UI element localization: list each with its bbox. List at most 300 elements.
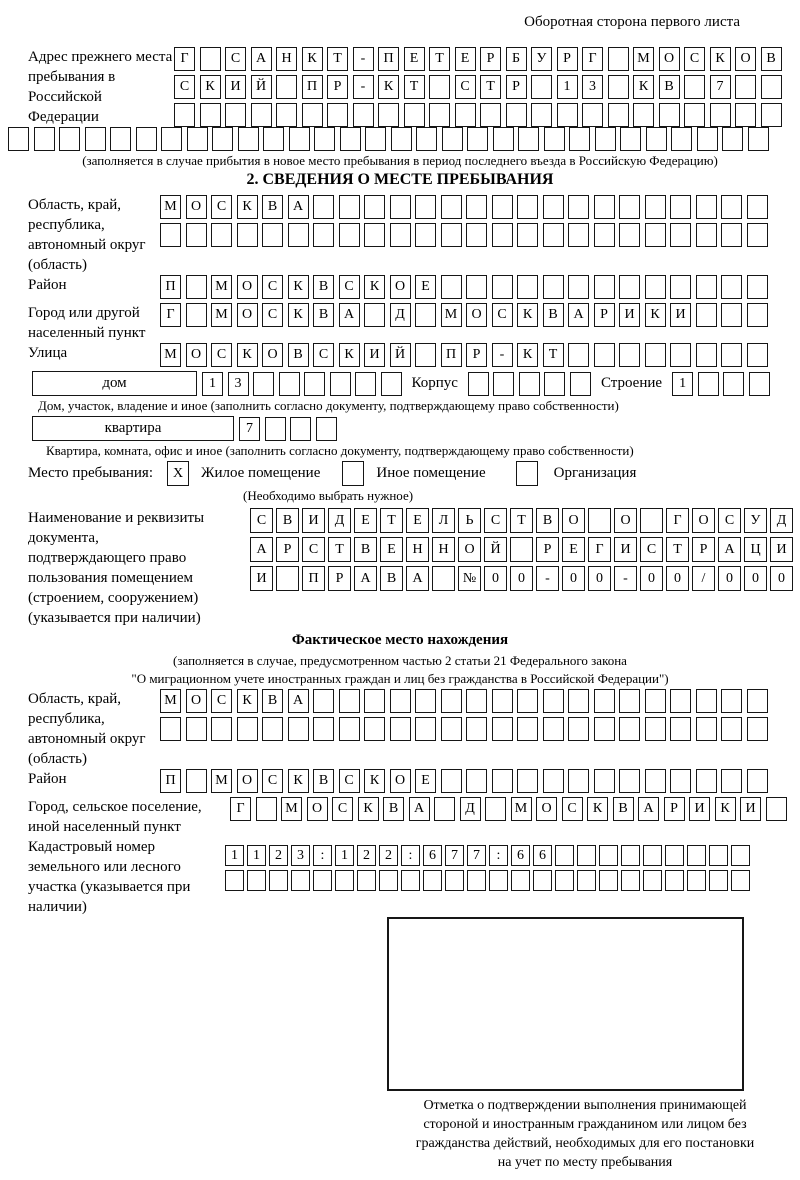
char-box[interactable]: 7 bbox=[467, 845, 486, 866]
char-box[interactable]: Т bbox=[480, 75, 501, 99]
char-box[interactable]: В bbox=[262, 195, 283, 219]
char-box[interactable] bbox=[643, 870, 662, 891]
char-box[interactable]: К bbox=[200, 75, 221, 99]
char-box[interactable] bbox=[568, 769, 589, 793]
char-box[interactable] bbox=[721, 717, 742, 741]
char-box[interactable] bbox=[390, 223, 411, 247]
char-box[interactable] bbox=[517, 195, 538, 219]
char-box[interactable] bbox=[441, 769, 462, 793]
char-box[interactable] bbox=[645, 689, 666, 713]
char-box[interactable] bbox=[696, 275, 717, 299]
char-box[interactable]: Р bbox=[557, 47, 578, 71]
char-box[interactable] bbox=[364, 717, 385, 741]
char-box[interactable] bbox=[225, 870, 244, 891]
char-box[interactable] bbox=[517, 689, 538, 713]
char-box[interactable]: С bbox=[339, 275, 360, 299]
char-box[interactable]: 7 bbox=[710, 75, 731, 99]
char-box[interactable] bbox=[594, 275, 615, 299]
char-box[interactable]: Г bbox=[160, 303, 181, 327]
char-box[interactable]: И bbox=[364, 343, 385, 367]
char-box[interactable] bbox=[313, 223, 334, 247]
char-box[interactable] bbox=[110, 127, 131, 151]
char-box[interactable] bbox=[577, 845, 596, 866]
char-box[interactable] bbox=[643, 845, 662, 866]
char-box[interactable] bbox=[466, 717, 487, 741]
char-box[interactable]: К bbox=[237, 195, 258, 219]
char-box[interactable] bbox=[696, 303, 717, 327]
char-box[interactable]: У bbox=[744, 508, 767, 533]
char-box[interactable]: Н bbox=[406, 537, 429, 562]
char-box[interactable] bbox=[761, 75, 782, 99]
char-box[interactable] bbox=[186, 275, 207, 299]
char-box[interactable]: А bbox=[250, 537, 273, 562]
char-box[interactable] bbox=[364, 223, 385, 247]
char-box[interactable] bbox=[186, 303, 207, 327]
char-box[interactable]: С bbox=[302, 537, 325, 562]
char-box[interactable]: М bbox=[511, 797, 532, 821]
char-box[interactable]: С bbox=[174, 75, 195, 99]
char-box[interactable] bbox=[747, 343, 768, 367]
char-box[interactable] bbox=[262, 223, 283, 247]
char-box[interactable]: Р bbox=[466, 343, 487, 367]
char-box[interactable] bbox=[313, 689, 334, 713]
char-box[interactable]: А bbox=[409, 797, 430, 821]
char-box[interactable]: О bbox=[692, 508, 715, 533]
char-box[interactable]: Ц bbox=[744, 537, 767, 562]
char-box[interactable] bbox=[684, 75, 705, 99]
char-box[interactable] bbox=[620, 127, 641, 151]
char-box[interactable]: Н bbox=[276, 47, 297, 71]
char-box[interactable]: В bbox=[383, 797, 404, 821]
char-box[interactable] bbox=[696, 689, 717, 713]
char-box[interactable] bbox=[313, 870, 332, 891]
char-box[interactable]: П bbox=[378, 47, 399, 71]
char-box[interactable]: И bbox=[619, 303, 640, 327]
char-box[interactable]: Л bbox=[432, 508, 455, 533]
char-box[interactable] bbox=[543, 195, 564, 219]
char-box[interactable]: Р bbox=[536, 537, 559, 562]
char-box[interactable]: 1 bbox=[225, 845, 244, 866]
char-box[interactable]: К bbox=[364, 769, 385, 793]
char-box[interactable] bbox=[747, 195, 768, 219]
char-box[interactable]: М bbox=[281, 797, 302, 821]
char-box[interactable] bbox=[263, 127, 284, 151]
char-box[interactable] bbox=[619, 689, 640, 713]
char-box[interactable] bbox=[434, 797, 455, 821]
char-box[interactable]: / bbox=[692, 566, 715, 591]
char-box[interactable] bbox=[687, 845, 706, 866]
char-box[interactable] bbox=[441, 223, 462, 247]
char-box[interactable] bbox=[619, 717, 640, 741]
char-box[interactable] bbox=[696, 343, 717, 367]
char-box[interactable]: И bbox=[225, 75, 246, 99]
char-box[interactable] bbox=[709, 870, 728, 891]
char-box[interactable]: Г bbox=[582, 47, 603, 71]
char-box[interactable]: В bbox=[659, 75, 680, 99]
char-box[interactable]: С bbox=[718, 508, 741, 533]
char-box[interactable] bbox=[696, 223, 717, 247]
char-box[interactable]: П bbox=[160, 769, 181, 793]
char-box[interactable]: Д bbox=[770, 508, 793, 533]
char-box[interactable] bbox=[569, 127, 590, 151]
char-box[interactable]: : bbox=[313, 845, 332, 866]
char-box[interactable]: П bbox=[441, 343, 462, 367]
char-box[interactable]: 1 bbox=[247, 845, 266, 866]
char-box[interactable] bbox=[670, 223, 691, 247]
char-box[interactable] bbox=[721, 275, 742, 299]
char-box[interactable]: А bbox=[354, 566, 377, 591]
char-box[interactable]: У bbox=[531, 47, 552, 71]
char-box[interactable]: М bbox=[211, 275, 232, 299]
char-box[interactable] bbox=[467, 127, 488, 151]
char-box[interactable]: - bbox=[353, 75, 374, 99]
char-box[interactable] bbox=[466, 223, 487, 247]
char-box[interactable]: А bbox=[406, 566, 429, 591]
char-box[interactable]: М bbox=[633, 47, 654, 71]
char-box[interactable]: 0 bbox=[666, 566, 689, 591]
char-box[interactable] bbox=[339, 717, 360, 741]
char-box[interactable] bbox=[429, 75, 450, 99]
char-box[interactable] bbox=[262, 717, 283, 741]
char-box[interactable] bbox=[619, 275, 640, 299]
char-box[interactable] bbox=[621, 845, 640, 866]
char-box[interactable]: 6 bbox=[533, 845, 552, 866]
char-box[interactable] bbox=[288, 717, 309, 741]
char-box[interactable] bbox=[186, 769, 207, 793]
char-box[interactable]: В bbox=[536, 508, 559, 533]
char-box[interactable] bbox=[468, 372, 489, 396]
char-box[interactable] bbox=[466, 275, 487, 299]
char-box[interactable] bbox=[493, 127, 514, 151]
char-box[interactable] bbox=[279, 372, 300, 396]
char-box[interactable]: М bbox=[441, 303, 462, 327]
char-box[interactable]: О bbox=[614, 508, 637, 533]
char-box[interactable] bbox=[480, 103, 501, 127]
char-box[interactable] bbox=[441, 717, 462, 741]
char-box[interactable] bbox=[670, 717, 691, 741]
char-box[interactable]: А bbox=[718, 537, 741, 562]
char-box[interactable] bbox=[276, 75, 297, 99]
char-box[interactable] bbox=[415, 343, 436, 367]
char-box[interactable] bbox=[747, 223, 768, 247]
char-box[interactable] bbox=[339, 689, 360, 713]
char-box[interactable]: В bbox=[313, 303, 334, 327]
checkbox-organizatsiya[interactable] bbox=[516, 461, 538, 486]
char-box[interactable] bbox=[670, 689, 691, 713]
char-box[interactable] bbox=[633, 103, 654, 127]
char-box[interactable]: И bbox=[689, 797, 710, 821]
char-box[interactable]: К bbox=[517, 343, 538, 367]
char-box[interactable]: С bbox=[492, 303, 513, 327]
char-box[interactable]: П bbox=[160, 275, 181, 299]
char-box[interactable] bbox=[697, 127, 718, 151]
char-box[interactable] bbox=[670, 343, 691, 367]
char-box[interactable] bbox=[423, 870, 442, 891]
char-box[interactable] bbox=[330, 372, 351, 396]
char-box[interactable] bbox=[709, 845, 728, 866]
char-box[interactable]: Б bbox=[506, 47, 527, 71]
char-box[interactable] bbox=[659, 103, 680, 127]
char-box[interactable]: 0 bbox=[562, 566, 585, 591]
char-box[interactable]: Р bbox=[327, 75, 348, 99]
char-box[interactable]: О bbox=[237, 303, 258, 327]
char-box[interactable] bbox=[568, 343, 589, 367]
char-box[interactable] bbox=[161, 127, 182, 151]
char-box[interactable] bbox=[265, 417, 286, 441]
char-box[interactable]: 0 bbox=[588, 566, 611, 591]
char-box[interactable] bbox=[646, 127, 667, 151]
char-box[interactable] bbox=[582, 103, 603, 127]
char-box[interactable] bbox=[357, 870, 376, 891]
char-box[interactable]: М bbox=[211, 769, 232, 793]
char-box[interactable] bbox=[517, 275, 538, 299]
char-box[interactable]: О bbox=[659, 47, 680, 71]
char-box[interactable]: В bbox=[380, 566, 403, 591]
char-box[interactable] bbox=[721, 343, 742, 367]
char-box[interactable] bbox=[304, 372, 325, 396]
char-box[interactable]: О bbox=[237, 769, 258, 793]
char-box[interactable]: - bbox=[492, 343, 513, 367]
char-box[interactable]: М bbox=[211, 303, 232, 327]
char-box[interactable]: 1 bbox=[672, 372, 693, 396]
char-box[interactable] bbox=[735, 75, 756, 99]
char-box[interactable] bbox=[466, 195, 487, 219]
char-box[interactable]: Н bbox=[432, 537, 455, 562]
char-box[interactable] bbox=[340, 127, 361, 151]
char-box[interactable]: Г bbox=[230, 797, 251, 821]
char-box[interactable] bbox=[544, 372, 565, 396]
char-box[interactable]: К bbox=[339, 343, 360, 367]
char-box[interactable]: : bbox=[489, 845, 508, 866]
char-box[interactable]: О bbox=[390, 769, 411, 793]
char-box[interactable]: В bbox=[288, 343, 309, 367]
char-box[interactable]: Д bbox=[328, 508, 351, 533]
char-box[interactable] bbox=[186, 223, 207, 247]
char-box[interactable] bbox=[594, 717, 615, 741]
char-box[interactable]: К bbox=[288, 769, 309, 793]
char-box[interactable] bbox=[339, 223, 360, 247]
char-box[interactable]: 3 bbox=[228, 372, 249, 396]
char-box[interactable] bbox=[721, 223, 742, 247]
char-box[interactable] bbox=[531, 103, 552, 127]
char-box[interactable] bbox=[288, 223, 309, 247]
char-box[interactable] bbox=[379, 870, 398, 891]
char-box[interactable]: К bbox=[237, 343, 258, 367]
char-box[interactable]: - bbox=[614, 566, 637, 591]
char-box[interactable] bbox=[731, 845, 750, 866]
char-box[interactable]: С bbox=[339, 769, 360, 793]
char-box[interactable]: 0 bbox=[510, 566, 533, 591]
char-box[interactable]: 2 bbox=[357, 845, 376, 866]
char-box[interactable] bbox=[544, 127, 565, 151]
char-box[interactable] bbox=[432, 566, 455, 591]
checkbox-zhiloe[interactable]: X bbox=[167, 461, 189, 486]
char-box[interactable] bbox=[212, 127, 233, 151]
char-box[interactable]: К bbox=[288, 303, 309, 327]
char-box[interactable] bbox=[670, 769, 691, 793]
char-box[interactable] bbox=[429, 103, 450, 127]
char-box[interactable] bbox=[390, 195, 411, 219]
char-box[interactable] bbox=[568, 275, 589, 299]
char-box[interactable] bbox=[543, 717, 564, 741]
char-box[interactable] bbox=[599, 870, 618, 891]
char-box[interactable] bbox=[723, 372, 744, 396]
char-box[interactable] bbox=[761, 103, 782, 127]
char-box[interactable] bbox=[492, 275, 513, 299]
char-box[interactable] bbox=[339, 195, 360, 219]
char-box[interactable] bbox=[619, 223, 640, 247]
char-box[interactable]: В bbox=[354, 537, 377, 562]
char-box[interactable] bbox=[247, 870, 266, 891]
char-box[interactable] bbox=[493, 372, 514, 396]
char-box[interactable] bbox=[543, 275, 564, 299]
char-box[interactable]: 3 bbox=[291, 845, 310, 866]
char-box[interactable]: С bbox=[332, 797, 353, 821]
char-box[interactable] bbox=[519, 372, 540, 396]
char-box[interactable] bbox=[174, 103, 195, 127]
char-box[interactable]: А bbox=[288, 689, 309, 713]
char-box[interactable] bbox=[747, 689, 768, 713]
char-box[interactable] bbox=[492, 769, 513, 793]
char-box[interactable]: 1 bbox=[202, 372, 223, 396]
char-box[interactable] bbox=[588, 508, 611, 533]
char-box[interactable] bbox=[256, 797, 277, 821]
char-box[interactable]: Р bbox=[692, 537, 715, 562]
char-box[interactable] bbox=[747, 303, 768, 327]
char-box[interactable] bbox=[237, 717, 258, 741]
char-box[interactable]: № bbox=[458, 566, 481, 591]
char-box[interactable]: П bbox=[302, 566, 325, 591]
char-box[interactable] bbox=[568, 223, 589, 247]
char-box[interactable] bbox=[441, 275, 462, 299]
char-box[interactable] bbox=[237, 223, 258, 247]
char-box[interactable] bbox=[492, 717, 513, 741]
char-box[interactable] bbox=[186, 717, 207, 741]
char-box[interactable]: 6 bbox=[423, 845, 442, 866]
char-box[interactable] bbox=[543, 769, 564, 793]
char-box[interactable]: О bbox=[466, 303, 487, 327]
char-box[interactable] bbox=[314, 127, 335, 151]
char-box[interactable]: 2 bbox=[379, 845, 398, 866]
char-box[interactable]: Г bbox=[588, 537, 611, 562]
char-box[interactable] bbox=[211, 223, 232, 247]
char-box[interactable] bbox=[415, 303, 436, 327]
char-box[interactable]: О bbox=[735, 47, 756, 71]
char-box[interactable]: Й bbox=[251, 75, 272, 99]
char-box[interactable] bbox=[645, 275, 666, 299]
char-box[interactable] bbox=[415, 195, 436, 219]
char-box[interactable]: В bbox=[613, 797, 634, 821]
char-box[interactable] bbox=[671, 127, 692, 151]
char-box[interactable]: Е bbox=[415, 769, 436, 793]
char-box[interactable]: 0 bbox=[770, 566, 793, 591]
char-box[interactable]: М bbox=[160, 195, 181, 219]
char-box[interactable] bbox=[160, 223, 181, 247]
char-box[interactable] bbox=[747, 717, 768, 741]
char-box[interactable] bbox=[640, 508, 663, 533]
char-box[interactable] bbox=[517, 717, 538, 741]
char-box[interactable]: В bbox=[262, 689, 283, 713]
char-box[interactable] bbox=[327, 103, 348, 127]
char-box[interactable] bbox=[313, 717, 334, 741]
char-box[interactable] bbox=[489, 870, 508, 891]
char-box[interactable] bbox=[364, 689, 385, 713]
char-box[interactable]: 6 bbox=[511, 845, 530, 866]
char-box[interactable] bbox=[335, 870, 354, 891]
char-box[interactable] bbox=[492, 223, 513, 247]
char-box[interactable] bbox=[645, 769, 666, 793]
char-box[interactable] bbox=[608, 103, 629, 127]
char-box[interactable]: Е bbox=[406, 508, 429, 533]
char-box[interactable] bbox=[645, 195, 666, 219]
char-box[interactable] bbox=[390, 717, 411, 741]
char-box[interactable] bbox=[445, 870, 464, 891]
char-box[interactable] bbox=[599, 845, 618, 866]
char-box[interactable] bbox=[492, 689, 513, 713]
char-box[interactable] bbox=[211, 717, 232, 741]
char-box[interactable] bbox=[517, 223, 538, 247]
char-box[interactable] bbox=[747, 275, 768, 299]
char-box[interactable] bbox=[543, 223, 564, 247]
char-box[interactable]: Е bbox=[354, 508, 377, 533]
char-box[interactable]: В bbox=[761, 47, 782, 71]
char-box[interactable]: Й bbox=[484, 537, 507, 562]
char-box[interactable] bbox=[721, 303, 742, 327]
char-box[interactable]: 2 bbox=[269, 845, 288, 866]
char-box[interactable]: С bbox=[225, 47, 246, 71]
char-box[interactable]: К bbox=[633, 75, 654, 99]
char-box[interactable]: Т bbox=[666, 537, 689, 562]
char-box[interactable] bbox=[721, 769, 742, 793]
char-box[interactable] bbox=[748, 127, 769, 151]
char-box[interactable] bbox=[290, 417, 311, 441]
char-box[interactable]: К bbox=[715, 797, 736, 821]
char-box[interactable]: С bbox=[262, 275, 283, 299]
char-box[interactable]: 7 bbox=[239, 417, 260, 441]
char-box[interactable]: С bbox=[211, 689, 232, 713]
checkbox-inoe[interactable] bbox=[342, 461, 364, 486]
char-box[interactable]: С bbox=[211, 343, 232, 367]
char-box[interactable] bbox=[696, 769, 717, 793]
char-box[interactable]: Т bbox=[510, 508, 533, 533]
char-box[interactable]: Р bbox=[480, 47, 501, 71]
char-box[interactable] bbox=[364, 195, 385, 219]
char-box[interactable] bbox=[747, 769, 768, 793]
char-box[interactable] bbox=[466, 689, 487, 713]
char-box[interactable]: Р bbox=[664, 797, 685, 821]
char-box[interactable]: О bbox=[186, 343, 207, 367]
char-box[interactable] bbox=[506, 103, 527, 127]
char-box[interactable]: М bbox=[160, 689, 181, 713]
char-box[interactable] bbox=[568, 717, 589, 741]
char-box[interactable]: О bbox=[390, 275, 411, 299]
char-box[interactable]: А bbox=[251, 47, 272, 71]
char-box[interactable]: А bbox=[638, 797, 659, 821]
char-box[interactable] bbox=[365, 127, 386, 151]
char-box[interactable]: 1 bbox=[557, 75, 578, 99]
char-box[interactable] bbox=[608, 47, 629, 71]
char-box[interactable]: Р bbox=[328, 566, 351, 591]
char-box[interactable]: Г bbox=[666, 508, 689, 533]
char-box[interactable]: С bbox=[262, 769, 283, 793]
char-box[interactable]: И bbox=[670, 303, 691, 327]
char-box[interactable] bbox=[401, 870, 420, 891]
char-box[interactable] bbox=[8, 127, 29, 151]
char-box[interactable] bbox=[568, 689, 589, 713]
char-box[interactable]: С bbox=[211, 195, 232, 219]
char-box[interactable]: Т bbox=[328, 537, 351, 562]
char-box[interactable]: В bbox=[543, 303, 564, 327]
